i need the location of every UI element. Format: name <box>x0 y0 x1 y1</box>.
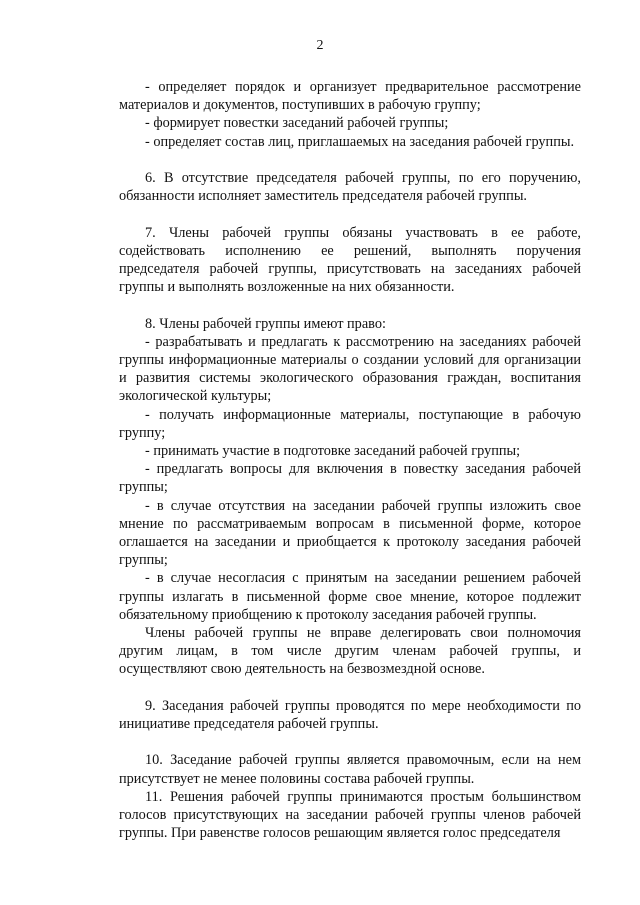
document-body <box>119 78 581 842</box>
paragraph-section-9: 9. Заседания рабочей группы проводятся по мере необходимости по инициативе председателя рабочей группы. <box>119 697 581 733</box>
paragraph-section-11: 11. Решения рабочей группы принимаются простым большинством голосов присутствующих на заседании рабочей группы членов рабочей группы. При равенстве голосов решающим является голос председателя <box>119 788 581 842</box>
page-number: 2 <box>316 38 324 53</box>
paragraph-right-participate: - принимать участие в подготовке заседаний рабочей группы; <box>145 443 521 460</box>
paragraph-right-receive: - получать информационные материалы, поступающие в рабочую группу; <box>119 406 581 441</box>
paragraph-right-absence-opinion: - в случае отсутствия на заседании рабочей группы изложить свое мнение по рассматриваемым вопросам в письменной форме, которое оглашается на заседании и приобщается к протоколу заседания рабочей группы; <box>119 497 581 569</box>
paragraph-right-propose: - предлагать вопросы для включения в повестку заседания рабочей группы; <box>119 461 581 496</box>
paragraph-right-develop: - разрабатывать и предлагать к рассмотрению на заседаниях рабочей группы информационные материалы о создании условий для организации и развития системы экологического образования граждан, воспитания экологической культуры; <box>119 333 581 405</box>
paragraph-section-7: 7. Члены рабочей группы обязаны участвовать в ее работе, содействовать исполнению ее решений, выполнять поручения председателя рабочей группы, присутствовать на заседаниях рабочей группы и выполнять возложенные на них обязанности. <box>119 224 581 296</box>
paragraph-chair-duty-review: - определяет порядок и организует предварительное рассмотрение материалов и документов, поступивших в рабочую группу; <box>119 79 581 114</box>
paragraph-no-delegation: Члены рабочей группы не вправе делегировать свои полномочия другим лицам, в том числе другим членам рабочей группы, и осуществляют свою деятельность на безвозмездной основе. <box>119 625 581 678</box>
paragraph-chair-duty-agenda: - формирует повестки заседаний рабочей группы; <box>145 115 449 132</box>
paragraph-section-10: 10. Заседание рабочей группы является правомочным, если на нем присутствует не менее половины состава рабочей группы. <box>119 752 581 787</box>
paragraph-chair-duty-invitees: - определяет состав лиц, приглашаемых на заседания рабочей группы. <box>145 133 575 150</box>
paragraph-section-6: 6. В отсутствие председателя рабочей группы, по его поручению, обязанности исполняет заместитель председателя рабочей группы. <box>119 170 581 205</box>
paragraph-section-8: 8. Члены рабочей группы имеют право: <box>145 315 386 332</box>
paragraph-right-disagreement: - в случае несогласия с принятым на заседании решением рабочей группы излагать в письменной форме свое мнение, которое подлежит обязательному приобщению к протоколу заседания рабочей группы. <box>119 570 581 623</box>
